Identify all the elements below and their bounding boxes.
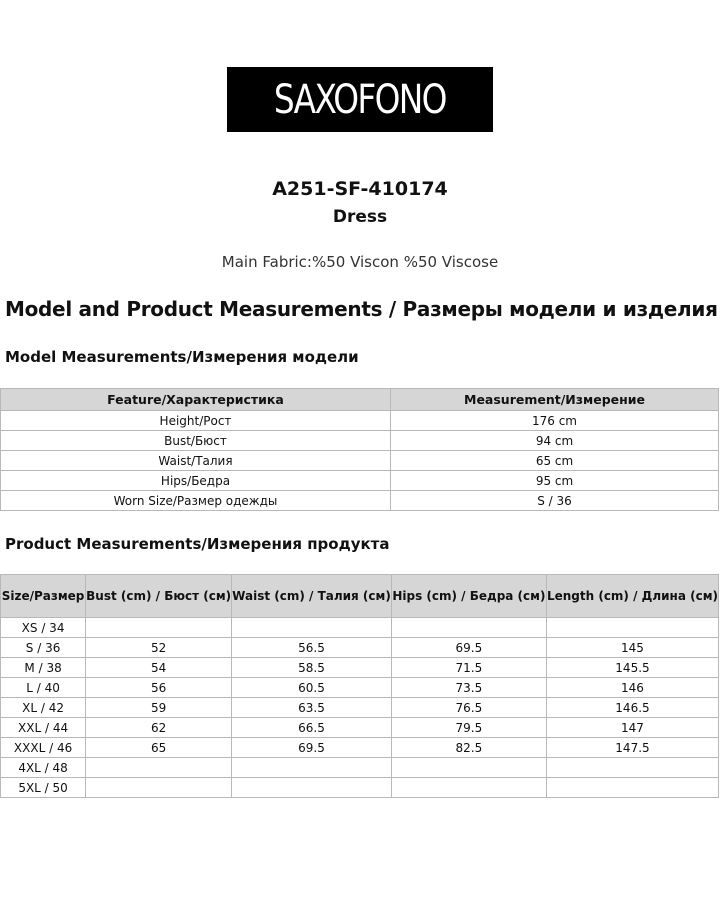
waist-cell: 60.5: [232, 678, 392, 698]
hips-cell: 71.5: [391, 658, 546, 678]
product-code: A251-SF-410174: [272, 178, 448, 200]
table-row: [1, 471, 719, 491]
table-row: [1, 618, 719, 638]
size-cell: 5XL / 50: [1, 778, 86, 798]
model-measurements-heading: Model Measurements/Измерения модели: [5, 348, 359, 366]
bust-cell: [86, 758, 232, 778]
table-row: [1, 758, 719, 778]
length-cell: 145.5: [546, 658, 718, 678]
table-row: [1, 658, 719, 678]
length-cell: 147: [546, 718, 718, 738]
measurement-cell: 95 cm: [391, 471, 719, 491]
bust-cell: [86, 778, 232, 798]
column-header-length: Length (cm) / Длина (см): [546, 575, 718, 618]
length-cell: 145: [546, 638, 718, 658]
hips-cell: 79.5: [391, 718, 546, 738]
hips-cell: [391, 758, 546, 778]
bust-cell: 52: [86, 638, 232, 658]
length-cell: [546, 758, 718, 778]
hips-cell: 82.5: [391, 738, 546, 758]
hips-cell: 69.5: [391, 638, 546, 658]
measurement-cell: 65 cm: [391, 451, 719, 471]
measurement-cell: S / 36: [391, 491, 719, 511]
table-row: [1, 678, 719, 698]
column-header-bust: Bust (cm) / Бюст (см): [86, 575, 232, 618]
bust-cell: 59: [86, 698, 232, 718]
brand-logo-text: SAXOFONO: [274, 76, 446, 123]
size-cell: XXL / 44: [1, 718, 86, 738]
size-cell: XS / 34: [1, 618, 86, 638]
waist-cell: 58.5: [232, 658, 392, 678]
waist-cell: 69.5: [232, 738, 392, 758]
size-cell: S / 36: [1, 638, 86, 658]
column-header-feature: Feature/Характеристика: [1, 389, 391, 411]
waist-cell: [232, 778, 392, 798]
table-row: [1, 451, 719, 471]
waist-cell: [232, 618, 392, 638]
length-cell: 146.5: [546, 698, 718, 718]
product-measurements-table: [0, 574, 719, 798]
waist-cell: [232, 758, 392, 778]
size-cell: XXXL / 46: [1, 738, 86, 758]
table-header-row: [1, 575, 719, 618]
waist-cell: 66.5: [232, 718, 392, 738]
table-row: [1, 738, 719, 758]
bust-cell: 65: [86, 738, 232, 758]
table-row: [1, 698, 719, 718]
fabric-composition: Main Fabric:%50 Viscon %50 Viscose: [221, 253, 499, 271]
column-header-size: Size/Размер: [1, 575, 86, 618]
size-cell: M / 38: [1, 658, 86, 678]
table-row: [1, 718, 719, 738]
column-header-hips: Hips (cm) / Бедра (см): [391, 575, 546, 618]
bust-cell: [86, 618, 232, 638]
product-measurements-heading: Product Measurements/Измерения продукта: [5, 535, 390, 553]
bust-cell: 54: [86, 658, 232, 678]
hips-cell: 73.5: [391, 678, 546, 698]
size-cell: L / 40: [1, 678, 86, 698]
table-header-row: [1, 389, 719, 411]
feature-cell: Waist/Талия: [1, 451, 391, 471]
length-cell: [546, 618, 718, 638]
hips-cell: [391, 618, 546, 638]
table-row: [1, 778, 719, 798]
hips-cell: [391, 778, 546, 798]
waist-cell: 56.5: [232, 638, 392, 658]
length-cell: 147.5: [546, 738, 718, 758]
feature-cell: Hips/Бедра: [1, 471, 391, 491]
measurement-cell: 176 cm: [391, 411, 719, 431]
table-row: [1, 411, 719, 431]
length-cell: 146: [546, 678, 718, 698]
table-row: [1, 638, 719, 658]
table-row: [1, 491, 719, 511]
column-header-waist: Waist (cm) / Талия (см): [232, 575, 392, 618]
feature-cell: Bust/Бюст: [1, 431, 391, 451]
column-header-measurement: Measurement/Измерение: [391, 389, 719, 411]
length-cell: [546, 778, 718, 798]
brand-logo: [227, 67, 493, 132]
bust-cell: 62: [86, 718, 232, 738]
size-cell: 4XL / 48: [1, 758, 86, 778]
bust-cell: 56: [86, 678, 232, 698]
table-row: [1, 431, 719, 451]
measurement-cell: 94 cm: [391, 431, 719, 451]
feature-cell: Height/Рост: [1, 411, 391, 431]
feature-cell: Worn Size/Размер одежды: [1, 491, 391, 511]
product-type: Dress: [332, 207, 388, 227]
model-measurements-table: [0, 388, 719, 511]
main-heading: Model and Product Measurements / Размеры модели и изделия: [5, 297, 718, 321]
size-cell: XL / 42: [1, 698, 86, 718]
waist-cell: 63.5: [232, 698, 392, 718]
hips-cell: 76.5: [391, 698, 546, 718]
